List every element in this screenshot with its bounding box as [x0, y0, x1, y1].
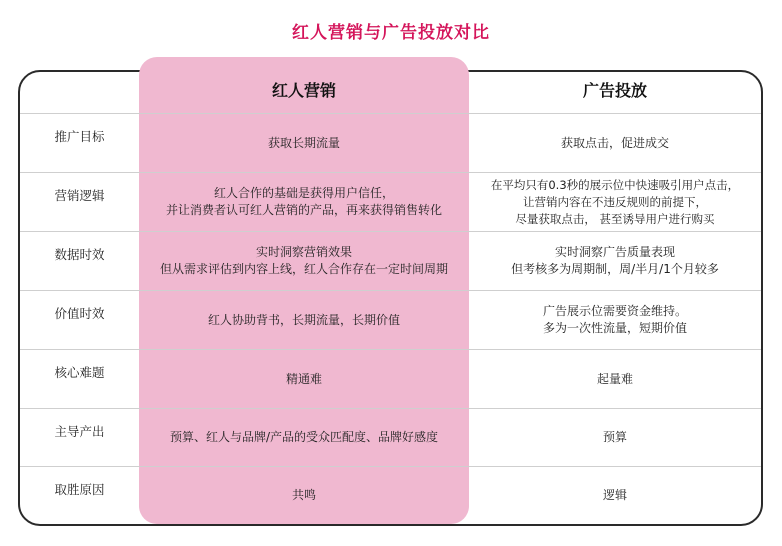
- table-row: [20, 350, 761, 408]
- table-row: [20, 291, 761, 349]
- ads-cell: 逻辑: [602, 488, 627, 502]
- table-row: [20, 173, 761, 231]
- ads-cell: 起量难: [596, 371, 633, 386]
- row-label: 价值时效: [54, 306, 105, 321]
- table-row: [20, 232, 761, 290]
- hongren-cell: 获取长期流量: [267, 135, 340, 150]
- hongren-cell: 红人合作的基础是获得用户信任， 并让消费者认可红人营销的产品，再来获得销售转化: [165, 186, 442, 217]
- ads-cell: 广告展示位需要资金维持。 多为一次性流量，短期价值: [542, 304, 687, 335]
- hongren-cell: 共鸣: [291, 488, 316, 502]
- row-label: 推广目标: [54, 129, 105, 144]
- ads-cell: 获取点击，促进成交: [560, 135, 669, 150]
- table-row: [20, 409, 761, 466]
- column-header-hongren: 红人营销: [271, 81, 336, 100]
- row-label: 营销逻辑: [54, 188, 105, 203]
- table-row: [20, 467, 761, 524]
- row-label: 数据时效: [54, 247, 105, 262]
- column-header-ads: 广告投放: [582, 81, 647, 100]
- page-title: 红人营销与广告投放对比: [292, 23, 490, 43]
- ads-cell: 在平均只有0.3秒的展示位中快速吸引用户点击， 让营销内容在不违反规则的前提下， 尽量获取点击， 甚至诱导用户进行购买: [490, 177, 740, 226]
- row-label: 核心难题: [54, 365, 105, 380]
- ads-cell: 预算: [602, 430, 627, 444]
- hongren-cell: 实时洞察营销效果 但从需求评估到内容上线，红人合作存在一定时间周期: [159, 245, 448, 276]
- hongren-cell: 红人协助背书，长期流量，长期价值: [207, 312, 400, 327]
- row-label: 主导产出: [54, 424, 105, 439]
- hongren-cell: 精通难: [285, 371, 322, 386]
- table-row: [20, 114, 761, 172]
- hongren-cell: 预算、红人与品牌/产品的受众匹配度、品牌好感度: [169, 430, 439, 444]
- ads-cell: 实时洞察广告质量表现 但考核多为周期制，周/半月/1个月较多: [511, 245, 719, 276]
- row-label: 取胜原因: [54, 482, 105, 497]
